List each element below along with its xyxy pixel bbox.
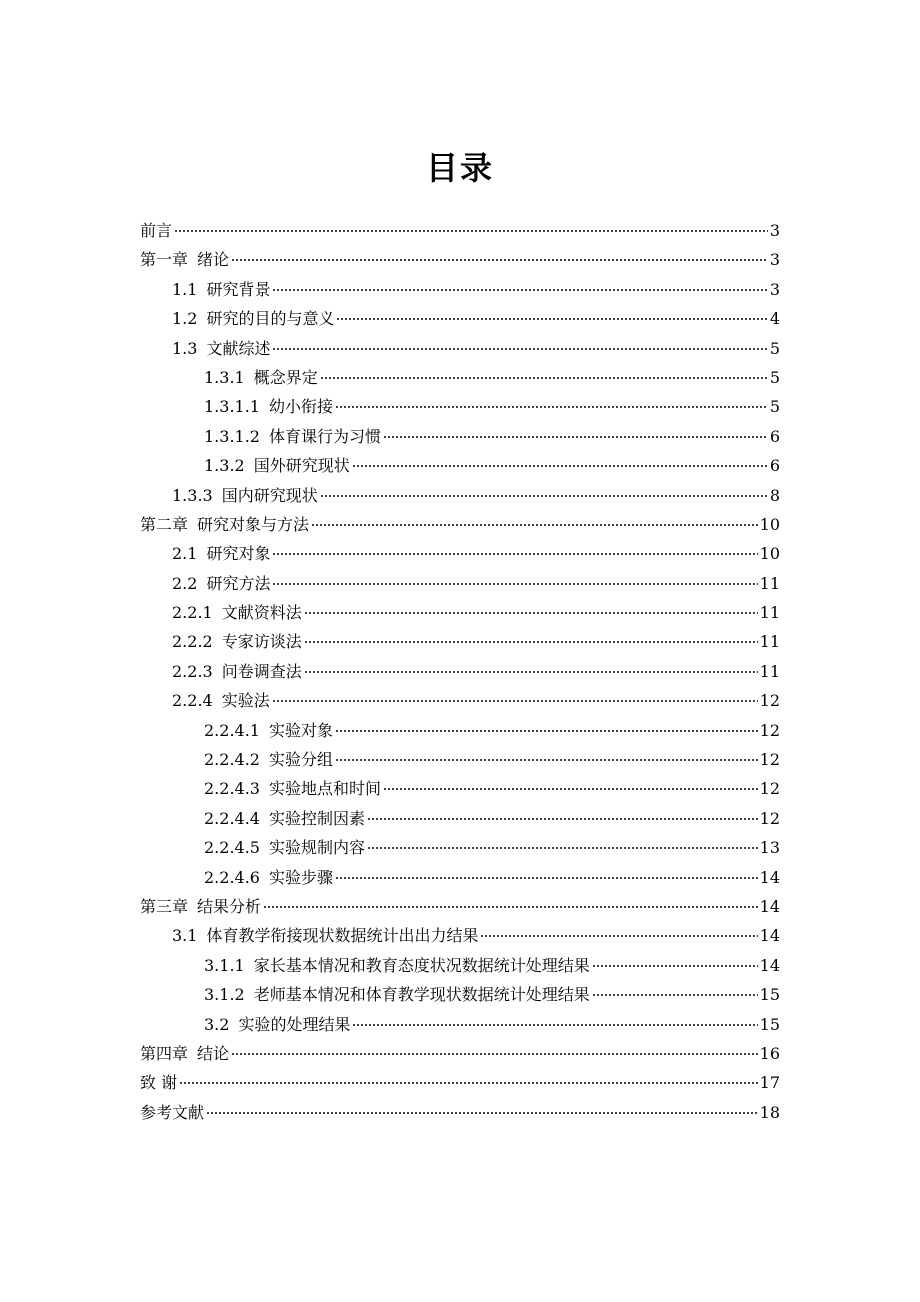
toc-entry[interactable]	[140, 363, 780, 392]
toc-entry-label: 致 谢	[140, 1073, 178, 1093]
toc-entry[interactable]	[140, 716, 780, 745]
toc-entry[interactable]	[140, 627, 780, 656]
toc-dot-leader	[367, 818, 758, 820]
toc-entry[interactable]	[140, 980, 780, 1009]
toc-entry-label: 参考文献	[140, 1102, 205, 1122]
toc-entry[interactable]	[140, 304, 780, 333]
toc-entry[interactable]	[140, 216, 780, 245]
toc-entry-page-number: 12	[759, 808, 780, 828]
toc-dot-leader	[383, 788, 758, 790]
toc-entry-page-number: 13	[759, 838, 780, 858]
toc-entry[interactable]	[140, 510, 780, 539]
toc-entry-page-number: 11	[759, 632, 780, 652]
toc-entry-label: 前言	[140, 221, 173, 240]
toc-entry-label: 实验规制内容	[268, 838, 365, 858]
toc-entry[interactable]	[140, 863, 780, 892]
toc-entry-number: 第二章	[140, 514, 189, 534]
toc-entry-label: 文献综述	[206, 338, 271, 358]
toc-dot-leader	[272, 289, 767, 291]
toc-entry-page-number: 14	[759, 896, 780, 916]
toc-entry[interactable]	[140, 1039, 780, 1068]
toc-entry-page-number: 5	[769, 367, 780, 387]
toc-entry-page-number: 3	[769, 221, 780, 240]
toc-entry-page-number: 14	[759, 926, 780, 946]
toc-dot-leader	[206, 1112, 758, 1114]
toc-entry-label: 绪论	[197, 250, 230, 270]
toc-entry[interactable]	[140, 1010, 780, 1039]
toc-entry[interactable]	[140, 774, 780, 803]
toc-dot-leader	[335, 406, 768, 408]
toc-entry[interactable]	[140, 686, 780, 715]
toc-dot-leader	[304, 671, 758, 673]
toc-dot-leader	[231, 259, 768, 261]
toc-dot-leader	[352, 465, 768, 467]
toc-entry-label: 研究对象	[206, 544, 271, 564]
toc-entry[interactable]	[140, 569, 780, 598]
toc-entry-label: 问卷调查法	[221, 661, 302, 681]
toc-entry-page-number: 10	[759, 544, 780, 564]
table-of-contents	[140, 216, 780, 1127]
toc-entry-number: 第一章	[140, 250, 189, 270]
toc-entry-label: 国内研究现状	[221, 485, 318, 505]
toc-entry-label: 实验地点和时间	[268, 779, 381, 799]
toc-entry[interactable]	[140, 481, 780, 510]
toc-entry[interactable]	[140, 804, 780, 833]
toc-entry-number: 2.2.4.1	[204, 720, 260, 740]
toc-entry[interactable]	[140, 392, 780, 421]
toc-dot-leader	[383, 436, 768, 438]
toc-entry-label: 体育课行为习惯	[268, 426, 381, 446]
toc-entry[interactable]	[140, 657, 780, 686]
toc-dot-leader	[179, 1082, 758, 1084]
toc-entry-page-number: 4	[769, 309, 780, 329]
toc-entry-number: 第三章	[140, 896, 189, 916]
toc-entry-number: 3.1.1	[204, 955, 245, 975]
toc-entry-number: 1.3	[172, 338, 198, 358]
toc-entry-page-number: 15	[759, 1014, 780, 1034]
toc-entry-page-number: 11	[759, 573, 780, 593]
toc-entry-number: 2.2.2	[172, 632, 213, 652]
toc-dot-leader	[336, 318, 767, 320]
toc-entry-page-number: 14	[759, 867, 780, 887]
toc-dot-leader	[335, 730, 758, 732]
toc-dot-leader	[311, 524, 758, 526]
toc-entry-number: 1.3.3	[172, 485, 213, 505]
toc-entry[interactable]	[140, 1068, 780, 1097]
toc-entry[interactable]	[140, 833, 780, 862]
toc-entry-label: 概念界定	[253, 367, 318, 387]
toc-entry-page-number: 15	[759, 985, 780, 1005]
toc-dot-leader	[272, 700, 758, 702]
toc-entry[interactable]	[140, 334, 780, 363]
toc-entry-number: 3.1	[172, 926, 198, 946]
toc-entry-page-number: 16	[759, 1043, 780, 1063]
toc-entry-label: 实验对象	[268, 720, 333, 740]
toc-dot-leader	[367, 847, 758, 849]
toc-dot-leader	[320, 495, 768, 497]
toc-entry-label: 文献资料法	[221, 603, 302, 623]
toc-dot-leader	[592, 965, 758, 967]
toc-entry[interactable]	[140, 275, 780, 304]
toc-entry-number: 1.3.2	[204, 456, 245, 476]
toc-entry-page-number: 6	[769, 426, 780, 446]
toc-entry-label: 家长基本情况和教育态度状况数据统计处理结果	[253, 955, 590, 975]
toc-entry[interactable]	[140, 745, 780, 774]
page-title: 目录	[425, 149, 494, 187]
toc-entry-number: 1.1	[172, 279, 198, 299]
toc-entry[interactable]	[140, 951, 780, 980]
toc-dot-leader	[263, 906, 758, 908]
toc-dot-leader	[480, 935, 757, 937]
toc-entry-page-number: 12	[759, 750, 780, 770]
toc-entry-number: 1.3.1.2	[204, 426, 260, 446]
toc-entry-number: 2.2	[172, 573, 198, 593]
toc-entry[interactable]	[140, 422, 780, 451]
toc-entry-label: 专家访谈法	[221, 632, 302, 652]
toc-dot-leader	[320, 377, 768, 379]
toc-entry-label: 研究对象与方法	[197, 514, 310, 534]
toc-entry-label: 实验分组	[268, 750, 333, 770]
toc-entry-label: 实验的处理结果	[238, 1014, 351, 1034]
toc-dot-leader	[335, 877, 758, 879]
toc-entry-number: 2.2.4.4	[204, 808, 260, 828]
toc-entry-number: 3.1.2	[204, 985, 245, 1005]
toc-entry[interactable]	[140, 245, 780, 274]
toc-entry-number: 2.2.4.2	[204, 750, 260, 770]
toc-dot-leader	[231, 1053, 758, 1055]
toc-dot-leader	[304, 641, 758, 643]
toc-entry-label: 实验法	[221, 691, 270, 711]
toc-entry-number: 2.1	[172, 544, 198, 564]
toc-entry-page-number: 10	[759, 514, 780, 534]
toc-entry-page-number: 8	[769, 485, 780, 505]
toc-entry-label: 研究的目的与意义	[206, 309, 335, 329]
toc-entry-number: 1.3.1	[204, 367, 245, 387]
toc-entry[interactable]	[140, 1098, 780, 1127]
toc-entry-label: 幼小衔接	[268, 397, 333, 417]
toc-entry-page-number: 6	[769, 456, 780, 476]
toc-dot-leader	[272, 583, 757, 585]
toc-entry-page-number: 11	[759, 661, 780, 681]
toc-entry-label: 研究方法	[206, 573, 271, 593]
toc-entry-number: 2.2.4.3	[204, 779, 260, 799]
toc-entry[interactable]	[140, 539, 780, 568]
toc-entry[interactable]	[140, 921, 780, 950]
toc-entry-page-number: 14	[759, 955, 780, 975]
toc-entry-page-number: 3	[769, 279, 780, 299]
toc-entry-label: 国外研究现状	[253, 456, 350, 476]
toc-entry-number: 2.2.1	[172, 603, 213, 623]
toc-entry-number: 第四章	[140, 1043, 189, 1063]
toc-entry-number: 2.2.4.6	[204, 867, 260, 887]
toc-dot-leader	[304, 612, 758, 614]
toc-entry-number: 1.2	[172, 309, 198, 329]
toc-dot-leader	[272, 553, 757, 555]
toc-entry[interactable]	[140, 892, 780, 921]
toc-entry-page-number: 12	[759, 779, 780, 799]
toc-dot-leader	[272, 348, 767, 350]
toc-entry-label: 结论	[197, 1043, 230, 1063]
toc-entry-label: 实验控制因素	[268, 808, 365, 828]
toc-entry-page-number: 18	[759, 1102, 780, 1122]
toc-entry-label: 实验步骤	[268, 867, 333, 887]
toc-entry-label: 研究背景	[206, 279, 271, 299]
toc-entry-page-number: 11	[759, 603, 780, 623]
toc-entry-page-number: 5	[769, 397, 780, 417]
toc-entry-label: 老师基本情况和体育教学现状数据统计处理结果	[253, 985, 590, 1005]
toc-dot-leader	[335, 759, 758, 761]
toc-entry-number: 3.2	[204, 1014, 230, 1034]
toc-dot-leader	[592, 994, 758, 996]
toc-dot-leader	[174, 230, 768, 232]
toc-entry-label: 体育教学衔接现状数据统计出出力结果	[206, 926, 479, 946]
toc-entry-page-number: 12	[759, 720, 780, 740]
toc-entry-number: 2.2.4.5	[204, 838, 260, 858]
toc-entry-page-number: 5	[769, 338, 780, 358]
toc-entry[interactable]	[140, 598, 780, 627]
toc-entry[interactable]	[140, 451, 780, 480]
toc-entry-page-number: 3	[769, 250, 780, 270]
toc-entry-number: 2.2.4	[172, 691, 213, 711]
toc-dot-leader	[352, 1024, 757, 1026]
toc-entry-label: 结果分析	[197, 896, 262, 916]
toc-entry-page-number: 17	[759, 1073, 780, 1093]
toc-entry-number: 2.2.3	[172, 661, 213, 681]
toc-entry-number: 1.3.1.1	[204, 397, 260, 417]
toc-entry-page-number: 12	[759, 691, 780, 711]
